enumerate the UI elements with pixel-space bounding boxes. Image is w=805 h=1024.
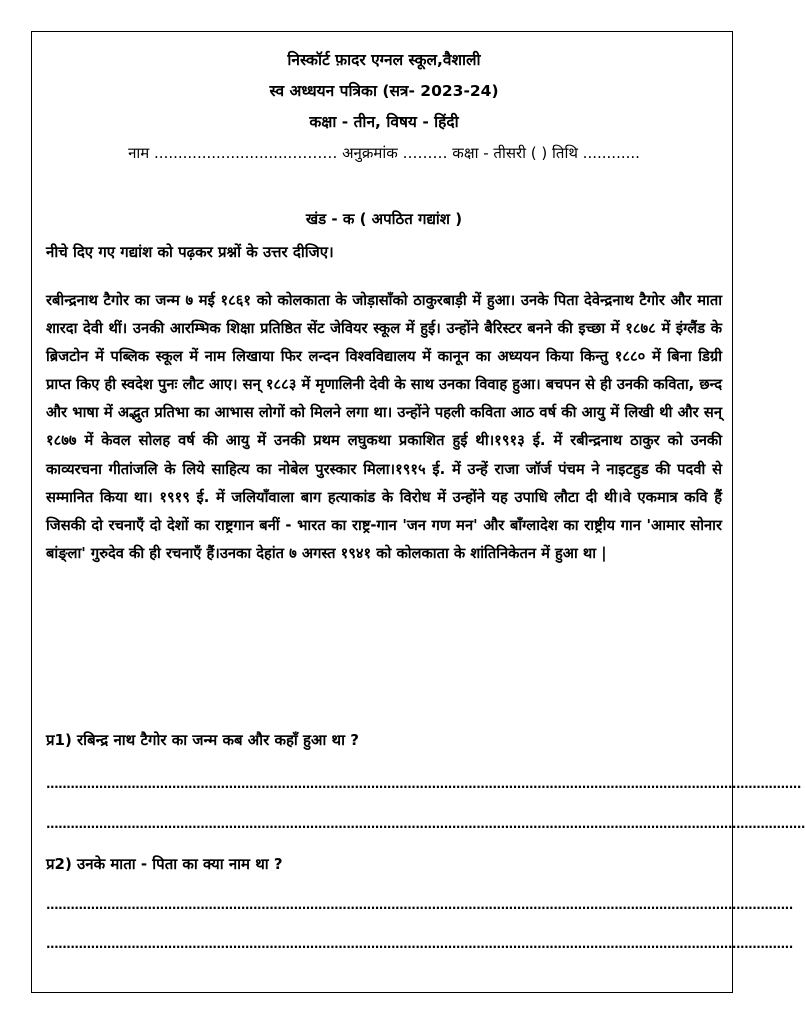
passage-text: रबीन्द्रनाथ टैगोर का जन्म ७ मई १८६१ को कोलकाता के जोड़ासाँको ठाकुरबाड़ी में हुआ। उनके पिता देवेन्द्रनाथ टैगोर और माता शारदा देवी थीं। उनकी आरम्भिक शिक्षा प्रतिष्ठित सेंट जेवियर स्कूल में हुई। उन्होंने बैरिस्टर बनने की इच्छा में १८७८ में इंग्लैंड के ब्रिजटोन में पब्लिक स्कूल में नाम लिखाया फिर लन्दन विश्वविद्यालय में कानून का अध्ययन किया किन्तु १८८० में बिना डिग्री प्राप्त किए ही स्वदेश पुनः लौट आए। सन् १८८३ में मृणालिनी देवी के साथ उनका विवाह हुआ। बचपन से ही उनकी कविता, छन्द और भाषा में अद्भुत प्रतिभा का आभास लोगों को मिलने लगा था। उन्होंने पहली कविता आठ वर्ष की आयु में लिखी थी और सन् १८७७ में केवल सोलह वर्ष की आयु में उनकी प्रथम लघुकथा प्रकाशित हुई थी।१९१३ ई. में रबीन्द्रनाथ ठाकुर को उनकी काव्यरचना गीतांजलि के लिये साहित्य का नोबेल पुरस्कार मिला।१९१५ ई. में उन्हें राजा जॉर्ज पंचम ने नाइटहुड की पदवी से सम्मानित किया था। १९१९ ई. में जलियाँवाला बाग हत्याकांड के विरोध में उन्होंने यह उपाधि लौटा दी थी।वे एकमात्र कवि हैं जिसकी दो रचनाएँ दो देशों का राष्ट्रगान बनीं - भारत का राष्ट्र-गान 'जन गण मन' और बाँग्लादेश का राष्ट्रीय गान 'आमार सोनार बांङ्ला' गुरुदेव की ही रचनाएँ हैं।उनका देहांत ७ अगस्त १९४१ को कोलकाता के शांतिनिकेतन में हुआ था | — [46, 292, 722, 562]
worksheet-title: स्व अध्धयन पत्रिका (सत्र- 2023-24) — [269, 82, 499, 100]
answer-line: ........................................................................................................................................................................................ — [46, 898, 793, 912]
question-1: प्र1) रबिन्द्र नाथ टैगोर का जन्म कब और कहाँ हुआ था ? — [46, 731, 359, 749]
school-name: निस्कॉर्ट फ़ादर एग्नल स्कूल,वैशाली — [287, 51, 481, 69]
class-subject: कक्षा - तीन, विषय - हिंदी — [309, 113, 459, 131]
answer-line: ........................................................................................................................................................................................... — [46, 817, 805, 831]
question-2: प्र2) उनके माता - पिता का क्या नाम था ? — [46, 855, 283, 873]
answer-line: ........................................................................................................................................................................................ — [46, 937, 793, 951]
answer-line: .......................................................................................................................................................................................... — [46, 777, 801, 791]
student-info-line: नाम .............................……… अनुक्रमांक ……… कक्षा - तीसरी ( ) तिथि ............ — [128, 144, 640, 162]
instruction-text: नीचे दिए गए गद्यांश को पढ़कर प्रश्नों के उत्तर दीजिए। — [46, 243, 334, 261]
section-heading: खंड - क ( अपठित गद्यांश ) — [305, 210, 463, 228]
